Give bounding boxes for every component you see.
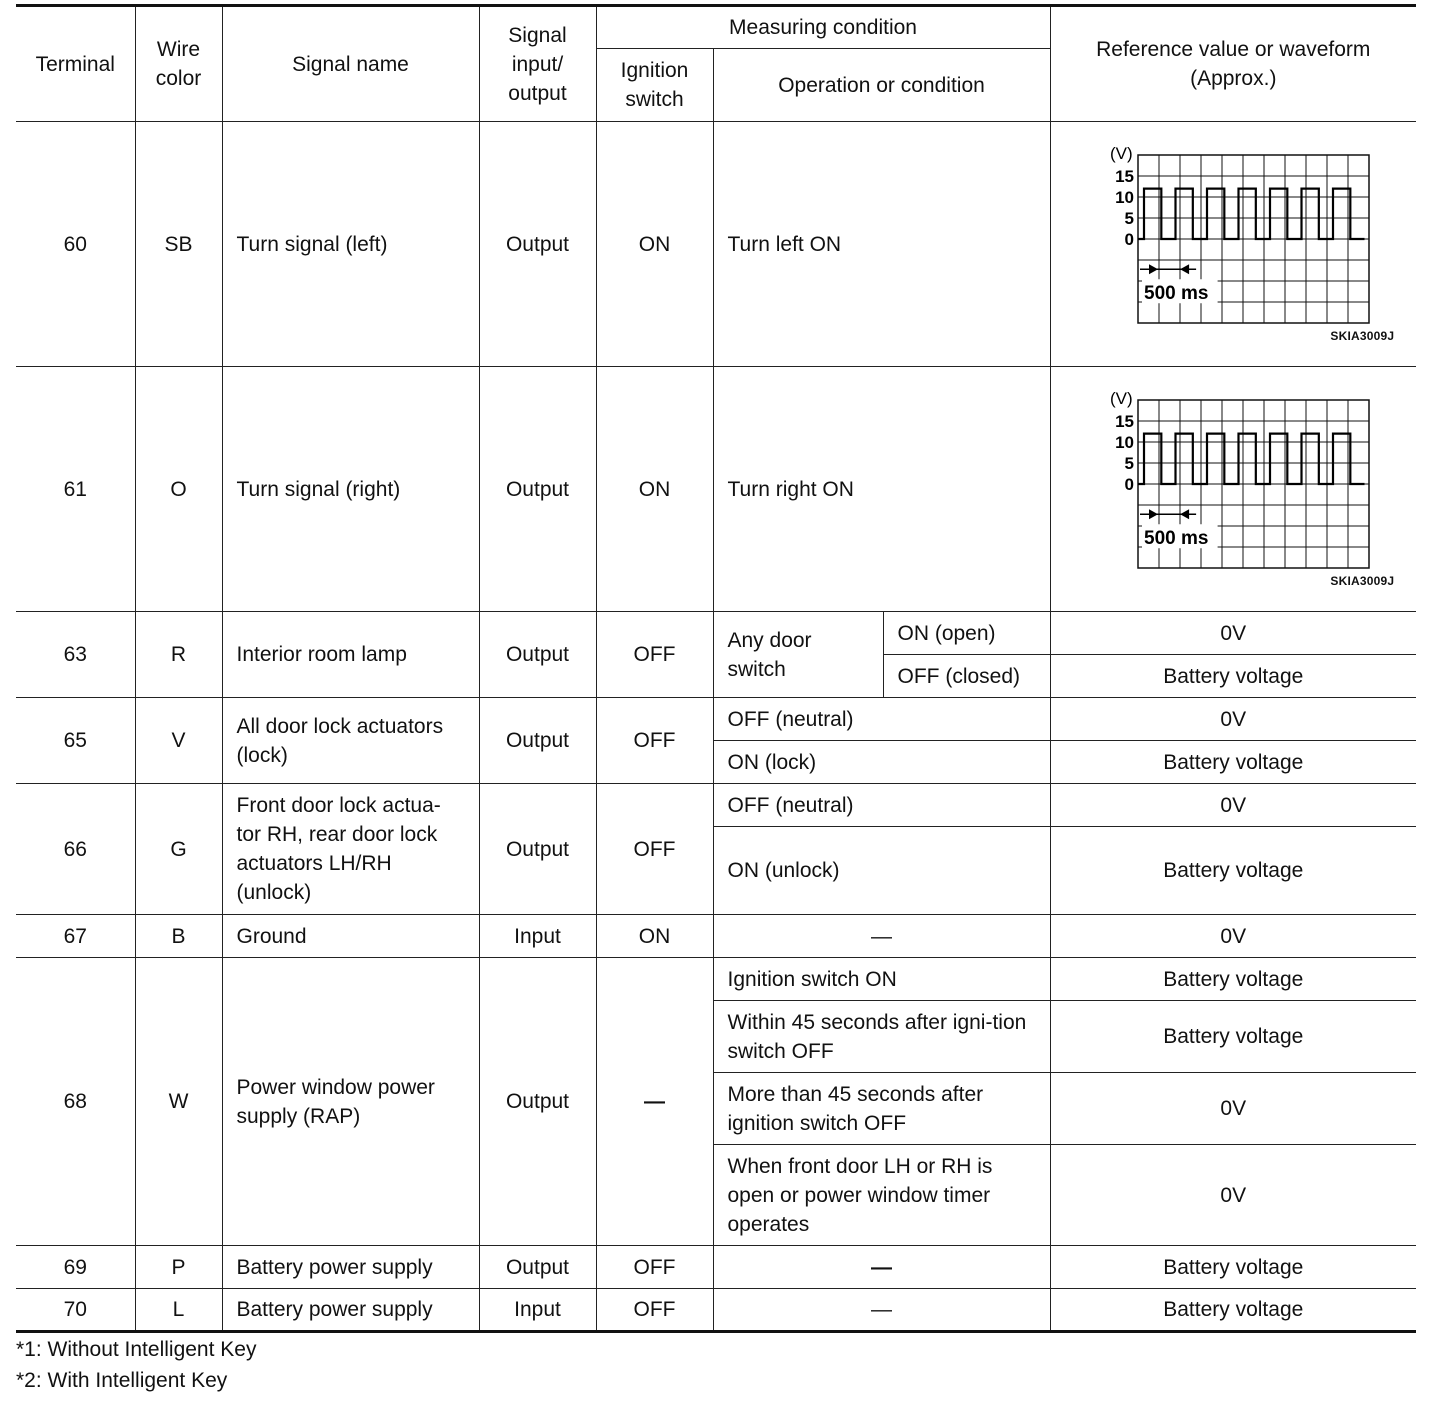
- table-row: [16, 784, 1416, 827]
- condition-cell: ON (unlock): [713, 827, 1050, 915]
- waveform-cell: [1050, 122, 1416, 367]
- condition-cell: OFF (neutral): [713, 784, 1050, 827]
- signal-name-cell: Power window power supply (RAP): [222, 958, 479, 1246]
- waveform-image-code: SKIA3009J: [1330, 574, 1395, 588]
- header-signal-io: Signal input/ output: [479, 6, 596, 122]
- signal-name-cell: Ground: [222, 915, 479, 958]
- condition-cell: More than 45 seconds after ignition switch OFF: [713, 1073, 1050, 1145]
- condition-cell: Within 45 seconds after igni-tion switch OFF: [713, 1001, 1050, 1073]
- wire-color-cell: P: [135, 1246, 222, 1289]
- header-signal-name: Signal name: [222, 6, 479, 122]
- signal-name-cell: All door lock actuators (lock): [222, 698, 479, 784]
- wire-color-cell: W: [135, 958, 222, 1246]
- y-tick-label: 15: [1115, 167, 1135, 186]
- header-reference: Reference value or waveform (Approx.): [1050, 6, 1416, 122]
- condition-cell: When front door LH or RH is open or power window timer operates: [713, 1145, 1050, 1246]
- condition-cell: Ignition switch ON: [713, 958, 1050, 1001]
- header-row: [16, 6, 1416, 49]
- condition-cell: OFF (neutral): [713, 698, 1050, 741]
- terminal-cell: 63: [16, 612, 135, 698]
- terminal-cell: 65: [16, 698, 135, 784]
- table-row: [16, 915, 1416, 958]
- waveform-image-code: SKIA3009J: [1330, 329, 1395, 343]
- condition-cell: ON (lock): [713, 741, 1050, 784]
- header-measuring-condition: Measuring condition: [596, 6, 1050, 49]
- header-wire-color: Wire color: [135, 6, 222, 122]
- signal-io-cell: Output: [479, 958, 596, 1246]
- wire-color-cell: V: [135, 698, 222, 784]
- ignition-cell: ON: [596, 122, 713, 367]
- wire-color-cell: B: [135, 915, 222, 958]
- terminal-cell: 69: [16, 1246, 135, 1289]
- wire-color-cell: L: [135, 1289, 222, 1332]
- reference-value-cell: Battery voltage: [1050, 655, 1416, 698]
- turn-signal-waveform: [1058, 123, 1408, 365]
- header-ignition-switch: Ignition switch: [596, 49, 713, 122]
- axis-unit-label: (V): [1110, 389, 1133, 408]
- wire-color-cell: SB: [135, 122, 222, 367]
- signal-name-cell: Turn signal (left): [222, 122, 479, 367]
- ignition-cell: OFF: [596, 1246, 713, 1289]
- reference-value-cell: Battery voltage: [1050, 1289, 1416, 1332]
- reference-value-cell: 0V: [1050, 915, 1416, 958]
- table-row: [16, 612, 1416, 655]
- reference-value-cell: 0V: [1050, 698, 1416, 741]
- reference-value-cell: 0V: [1050, 612, 1416, 655]
- time-scale-label: 500 ms: [1144, 283, 1209, 305]
- table-row: [16, 122, 1416, 367]
- state-cell: ON (open): [883, 612, 1050, 655]
- reference-value-cell: Battery voltage: [1050, 1246, 1416, 1289]
- signal-io-cell: Output: [479, 367, 596, 612]
- signal-io-cell: Output: [479, 1246, 596, 1289]
- signal-name-cell: Battery power supply: [222, 1246, 479, 1289]
- waveform-cell: [1050, 367, 1416, 612]
- signal-io-cell: Input: [479, 1289, 596, 1332]
- condition-cell: —: [713, 915, 1050, 958]
- ignition-cell: OFF: [596, 1289, 713, 1332]
- reference-value-cell: 0V: [1050, 1145, 1416, 1246]
- reference-value-cell: Battery voltage: [1050, 958, 1416, 1001]
- ignition-cell: OFF: [596, 612, 713, 698]
- header-operation: Operation or condition: [713, 49, 1050, 122]
- table-row: [16, 1289, 1416, 1332]
- time-scale-label: 500 ms: [1144, 528, 1209, 550]
- y-tick-label: 0: [1124, 230, 1135, 249]
- signal-io-cell: Output: [479, 122, 596, 367]
- turn-signal-waveform: [1058, 368, 1408, 610]
- ignition-cell: OFF: [596, 698, 713, 784]
- signal-io-cell: Output: [479, 784, 596, 915]
- terminal-cell: 67: [16, 915, 135, 958]
- y-tick-label: 0: [1124, 475, 1135, 494]
- y-tick-label: 10: [1115, 433, 1135, 452]
- signal-name-cell: Battery power supply: [222, 1289, 479, 1332]
- wire-color-cell: R: [135, 612, 222, 698]
- reference-value-cell: Battery voltage: [1050, 741, 1416, 784]
- signal-io-cell: Output: [479, 698, 596, 784]
- signal-io-cell: Input: [479, 915, 596, 958]
- wire-color-cell: G: [135, 784, 222, 915]
- footnotes: [16, 1334, 256, 1396]
- reference-value-cell: Battery voltage: [1050, 827, 1416, 915]
- ignition-cell: OFF: [596, 784, 713, 915]
- signal-name-cell: Front door lock actua-tor RH, rear door lock actuators LH/RH (unlock): [222, 784, 479, 915]
- table-row: [16, 698, 1416, 741]
- state-cell: OFF (closed): [883, 655, 1050, 698]
- operation-cell: Turn left ON: [713, 122, 1050, 367]
- y-tick-label: 5: [1124, 454, 1135, 473]
- ignition-cell: ON: [596, 367, 713, 612]
- terminal-cell: 60: [16, 122, 135, 367]
- table-row: [16, 367, 1416, 612]
- ignition-cell: ON: [596, 915, 713, 958]
- reference-value-cell: 0V: [1050, 784, 1416, 827]
- terminal-cell: 70: [16, 1289, 135, 1332]
- operation-cell: Turn right ON: [713, 367, 1050, 612]
- terminal-cell: 68: [16, 958, 135, 1246]
- terminal-cell: 61: [16, 367, 135, 612]
- reference-value-cell: Battery voltage: [1050, 1001, 1416, 1073]
- axis-unit-label: (V): [1110, 144, 1133, 163]
- table-row: [16, 958, 1416, 1001]
- operation-cell: Any door switch: [713, 612, 883, 698]
- footnote-1: *1: Without Intelligent Key: [16, 1338, 257, 1361]
- y-tick-label: 10: [1115, 188, 1135, 207]
- footnote-2: *2: With Intelligent Key: [16, 1369, 228, 1392]
- signal-name-cell: Interior room lamp: [222, 612, 479, 698]
- terminal-spec-table: [16, 4, 1416, 1333]
- ignition-cell: —: [596, 958, 713, 1246]
- terminal-cell: 66: [16, 784, 135, 915]
- reference-value-cell: 0V: [1050, 1073, 1416, 1145]
- header-terminal: Terminal: [16, 6, 135, 122]
- condition-cell: —: [713, 1246, 1050, 1289]
- signal-io-cell: Output: [479, 612, 596, 698]
- condition-cell: —: [713, 1289, 1050, 1332]
- table-row: [16, 1246, 1416, 1289]
- y-tick-label: 15: [1115, 412, 1135, 431]
- wire-color-cell: O: [135, 367, 222, 612]
- y-tick-label: 5: [1124, 209, 1135, 228]
- signal-name-cell: Turn signal (right): [222, 367, 479, 612]
